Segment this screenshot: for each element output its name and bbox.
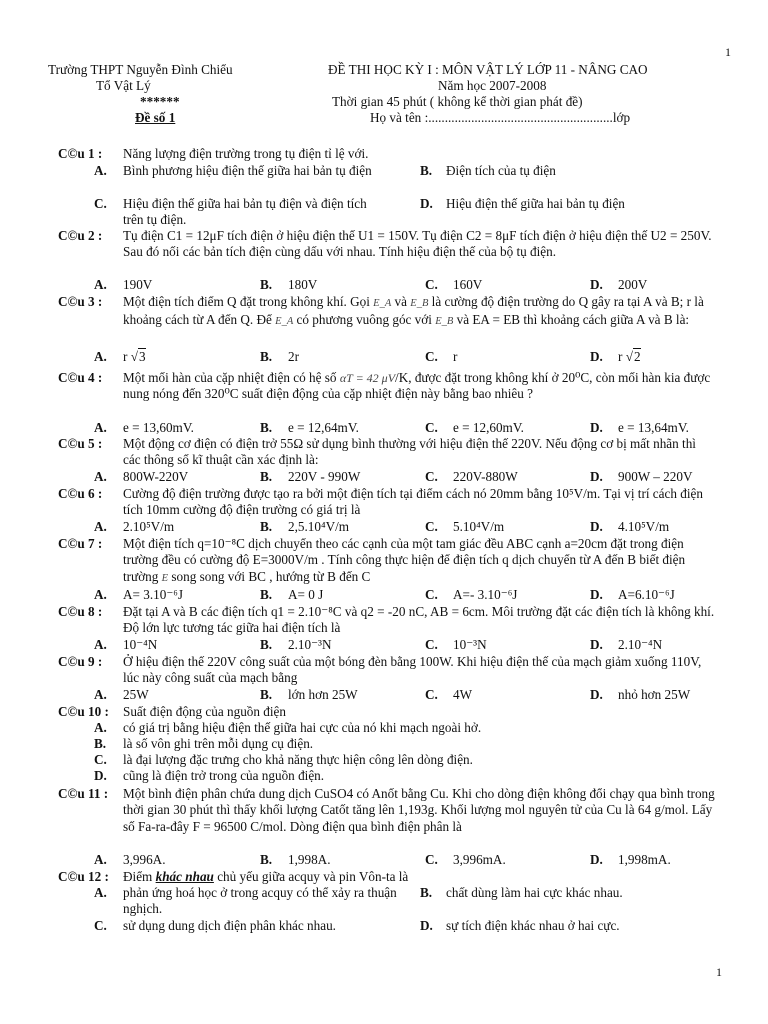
option-letter[interactable]: C. bbox=[425, 637, 438, 652]
option-c[interactable]: 3,996mA. bbox=[453, 852, 506, 867]
question-text: Tụ điện C1 = 12μF tích điện ở hiệu điện thế U1 = 150V. Tụ điện C2 = 8μF tích điện ở hiệu điện thế U2 = 250V. Sau đó nối các bản tích điện cùng dấu với nhau. Tính hiệu điện thế của bộ tụ điện. bbox=[123, 228, 712, 260]
option-a[interactable]: phản ứng hoá học ở trong acquy có thể xảy ra thuận nghịch. bbox=[123, 885, 397, 917]
option-letter[interactable]: C. bbox=[425, 852, 438, 867]
question-2 bbox=[0, 228, 768, 294]
vector-e-symbol: E bbox=[161, 572, 169, 584]
header-stars: ****** bbox=[140, 94, 180, 109]
question-8 bbox=[0, 604, 768, 654]
option-letter[interactable]: A. bbox=[94, 852, 107, 867]
question-list bbox=[0, 146, 768, 939]
option-letter[interactable]: D. bbox=[590, 349, 603, 364]
option-letter[interactable]: C. bbox=[425, 469, 438, 484]
option-b[interactable]: 2,5.10⁴V/m bbox=[288, 519, 350, 534]
option-a[interactable]: 3,996A. bbox=[123, 852, 166, 867]
option-a[interactable]: Bình phương hiệu điện thế giữa hai bản tụ điện bbox=[123, 163, 372, 178]
option-letter[interactable]: C. bbox=[425, 587, 438, 602]
question-6 bbox=[0, 486, 768, 536]
question-text: Một động cơ điện có điện trở 55Ω sử dụng bình thường với hiệu điện thế 220V. Nếu động cơ bị mất nhãn thì các thông số kĩ thuật cần xác định là: bbox=[123, 436, 696, 468]
question-label: C©u 11 : bbox=[58, 786, 109, 801]
option-b[interactable]: 1,998A. bbox=[288, 852, 331, 867]
option-letter[interactable]: D. bbox=[590, 637, 603, 652]
option-letter[interactable]: A. bbox=[94, 885, 107, 900]
exam-title: ĐỀ THI HỌC KỲ I : MÔN VẬT LÝ LỚP 11 - NÂNG CAO bbox=[328, 62, 648, 77]
exam-code: Đề số 1 bbox=[135, 110, 176, 125]
option-a[interactable]: 800W-220V bbox=[123, 469, 189, 484]
question-label: C©u 10 : bbox=[58, 704, 109, 719]
option-letter[interactable]: B. bbox=[260, 469, 273, 484]
option-b[interactable]: là số vôn ghi trên mỗi dụng cụ điện. bbox=[123, 736, 314, 751]
option-d[interactable]: r √2 bbox=[618, 349, 641, 364]
question-text: Một mối hàn của cặp nhiệt điện có hệ số αT = 42 μV/K, được đặt trong không khí ở 20⁰C, còn mối hàn kia được nung nóng đến 320⁰C suất điện động của cặp nhiệt điện này bằng bao nhiêu ? bbox=[123, 370, 711, 402]
option-c[interactable]: 160V bbox=[453, 277, 483, 292]
option-d[interactable]: A=6.10⁻⁶J bbox=[618, 587, 675, 602]
option-letter[interactable]: C. bbox=[94, 752, 107, 767]
question-text: Ở hiệu điện thế 220V công suất của một bóng đèn bằng 100W. Khi hiệu điện thế của mạch giảm xuống 110V, lúc này công suất của mạch bằng bbox=[123, 654, 702, 686]
vector-ea-symbol: E_A bbox=[373, 298, 392, 309]
question-label: C©u 2 : bbox=[58, 228, 103, 243]
question-label: C©u 4 : bbox=[58, 370, 103, 385]
department-name: Tổ Vật Lý bbox=[96, 78, 151, 93]
option-letter[interactable]: D. bbox=[590, 469, 603, 484]
option-d[interactable]: nhỏ hơn 25W bbox=[618, 687, 691, 702]
option-letter[interactable]: B. bbox=[260, 687, 273, 702]
option-letter[interactable]: D. bbox=[590, 277, 603, 292]
question-9 bbox=[0, 654, 768, 704]
question-label: C©u 3 : bbox=[58, 294, 103, 309]
question-text: Cường độ điện trường được tạo ra bởi một điện tích tại điểm cách nó 20mm bằng 10⁵V/m. Tại vị trí cách điện tích 10mm cường độ điện trường có giá trị là bbox=[123, 486, 703, 518]
option-letter[interactable]: A. bbox=[94, 720, 107, 735]
option-c[interactable]: 10⁻³N bbox=[453, 637, 487, 652]
question-3 bbox=[0, 294, 768, 370]
option-b[interactable]: e = 12,64mV. bbox=[288, 420, 359, 435]
option-c[interactable]: e = 12,60mV. bbox=[453, 420, 524, 435]
option-b[interactable]: A= 0 J bbox=[288, 587, 324, 602]
question-4 bbox=[0, 370, 768, 436]
option-letter[interactable]: D. bbox=[420, 196, 433, 211]
option-letter[interactable]: C. bbox=[425, 349, 438, 364]
option-letter[interactable]: A. bbox=[94, 277, 107, 292]
option-letter[interactable]: C. bbox=[94, 196, 107, 211]
option-letter[interactable]: D. bbox=[590, 519, 603, 534]
page-number-bottom: 1 bbox=[716, 965, 722, 979]
option-a[interactable]: 2.10⁵V/m bbox=[123, 519, 175, 534]
option-letter[interactable]: D. bbox=[590, 420, 603, 435]
option-c[interactable]: A=- 3.10⁻⁶J bbox=[453, 587, 518, 602]
question-label: C©u 6 : bbox=[58, 486, 103, 501]
question-10 bbox=[0, 704, 768, 786]
option-a[interactable]: 190V bbox=[123, 277, 153, 292]
exam-duration: Thời gian 45 phút ( không kể thời gian phát đề) bbox=[332, 94, 583, 109]
option-b[interactable]: 220V - 990W bbox=[288, 469, 361, 484]
question-text: Năng lượng điện trường trong tụ điện tỉ lệ với. bbox=[123, 146, 369, 161]
option-letter[interactable]: D. bbox=[94, 768, 107, 783]
option-a[interactable]: e = 13,60mV. bbox=[123, 420, 194, 435]
option-d[interactable]: 1,998mA. bbox=[618, 852, 671, 867]
option-letter[interactable]: A. bbox=[94, 587, 107, 602]
question-text: Một điện tích điểm Q đặt trong không khí. Gọi E_A và E_B là cường độ điện trường do Q gây ra tại A và B; r là khoảng cách từ A đến Q. Để E_A có phương vuông góc với E_B và EA = EB thì khoảng cách giữa A và B là: bbox=[123, 294, 704, 328]
option-letter[interactable]: B. bbox=[420, 163, 433, 178]
question-label: C©u 8 : bbox=[58, 604, 103, 619]
question-7 bbox=[0, 536, 768, 604]
question-text: Điểm khác nhau chủ yếu giữa acquy và pin Vôn-ta là bbox=[123, 869, 409, 884]
question-label: C©u 1 : bbox=[58, 146, 103, 161]
option-b[interactable]: chất dùng làm hai cực khác nhau. bbox=[446, 885, 623, 900]
question-1 bbox=[0, 146, 768, 228]
question-label: C©u 5 : bbox=[58, 436, 103, 451]
option-a[interactable]: có giá trị bằng hiệu điện thế giữa hai cực của nó khi mạch ngoài hở. bbox=[123, 720, 482, 735]
option-letter[interactable]: A. bbox=[94, 687, 107, 702]
option-letter[interactable]: B. bbox=[260, 519, 273, 534]
question-text: Đặt tại A và B các điện tích q1 = 2.10⁻⁸C và q2 = -20 nC, AB = 6cm. Môi trường đặt các điện tích là không khí. Độ lớn lực tương tác giữa hai điện tích là bbox=[123, 604, 715, 636]
option-a[interactable]: 25W bbox=[123, 687, 149, 702]
option-letter[interactable]: C. bbox=[425, 420, 438, 435]
option-letter[interactable]: C. bbox=[425, 519, 438, 534]
question-12 bbox=[0, 869, 768, 939]
option-letter[interactable]: B. bbox=[420, 885, 433, 900]
option-b[interactable]: Điện tích của tụ điện bbox=[446, 163, 556, 178]
option-c[interactable]: 220V-880W bbox=[453, 469, 518, 484]
option-letter[interactable]: A. bbox=[94, 349, 107, 364]
option-c[interactable]: Hiệu điện thế giữa hai bản tụ điện và điện tích trên tụ điện. bbox=[123, 196, 367, 228]
vector-ea-symbol: E_A bbox=[275, 316, 294, 328]
question-text: Một bình điện phân chứa dung dịch CuSO4 có Anốt bằng Cu. Khi cho dòng điện không đổi chạy qua bình trong thời gian 30 phút thì thấy khối lượng Catốt tăng lên 1,193g. Khối lượng mol nguyên tử của Cu là 64 g/mol. Lấy số Fa-ra-đây F = 96500 C/mol. Dòng điện qua bình điện phân là bbox=[123, 786, 715, 834]
option-letter[interactable]: A. bbox=[94, 163, 107, 178]
option-letter[interactable]: B. bbox=[260, 587, 273, 602]
option-letter[interactable]: B. bbox=[260, 277, 273, 292]
option-letter[interactable]: B. bbox=[94, 736, 107, 751]
option-d[interactable]: Hiệu điện thế giữa hai bản tụ điện bbox=[446, 196, 625, 211]
option-b[interactable]: 2r bbox=[288, 349, 299, 364]
option-d[interactable]: 900W – 220V bbox=[618, 469, 693, 484]
option-c[interactable]: r bbox=[453, 349, 458, 364]
option-letter[interactable]: C. bbox=[425, 277, 438, 292]
option-c[interactable]: 4W bbox=[453, 687, 473, 702]
option-c[interactable]: 5.10⁴V/m bbox=[453, 519, 505, 534]
student-name-field: Họ và tên :........................................................lớp bbox=[370, 110, 631, 125]
option-d[interactable]: sự tích điện khác nhau ở hai cực. bbox=[446, 918, 620, 933]
school-name: Trường THPT Nguyễn Đình Chiểu bbox=[48, 62, 233, 77]
option-letter[interactable]: B. bbox=[260, 349, 273, 364]
option-letter[interactable]: B. bbox=[260, 420, 273, 435]
option-letter[interactable]: A. bbox=[94, 519, 107, 534]
option-d[interactable]: e = 13,64mV. bbox=[618, 420, 689, 435]
option-letter[interactable]: D. bbox=[590, 687, 603, 702]
question-label: C©u 9 : bbox=[58, 654, 103, 669]
question-5 bbox=[0, 436, 768, 486]
option-letter[interactable]: C. bbox=[425, 687, 438, 702]
vector-eb-symbol: E_B bbox=[435, 316, 454, 328]
option-a[interactable]: 10⁻⁴N bbox=[123, 637, 158, 652]
question-label: C©u 12 : bbox=[58, 869, 109, 884]
vector-eb-symbol: E_B bbox=[410, 298, 429, 309]
alpha-coefficient-symbol: αT = 42 μV bbox=[339, 371, 396, 385]
question-label: C©u 7 : bbox=[58, 536, 103, 551]
option-letter[interactable]: A. bbox=[94, 420, 107, 435]
option-d[interactable]: 200V bbox=[618, 277, 648, 292]
option-b[interactable]: 2.10⁻³N bbox=[288, 637, 332, 652]
option-b[interactable]: 180V bbox=[288, 277, 318, 292]
option-a[interactable]: r √3 bbox=[123, 349, 146, 364]
option-c[interactable]: là đại lượng đặc trưng cho khả năng thực hiện công lên dòng điện. bbox=[123, 752, 473, 767]
school-year: Năm học 2007-2008 bbox=[438, 78, 547, 93]
option-d[interactable]: 2.10⁻⁴N bbox=[618, 637, 663, 652]
question-text: Suất điện động của nguồn điện bbox=[123, 704, 286, 719]
option-a[interactable]: A= 3.10⁻⁶J bbox=[123, 587, 184, 602]
option-letter[interactable]: D. bbox=[420, 918, 433, 933]
option-b[interactable]: lớn hơn 25W bbox=[288, 687, 358, 702]
option-letter[interactable]: B. bbox=[260, 637, 273, 652]
question-text: Một điện tích q=10⁻⁸C dịch chuyển theo các cạnh của một tam giác đều ABC cạnh a=20cm đặt trong điện trường đều có cường độ E=3000V/m . Tính công thực hiện để điện tích q dịch chuyển từ A đến B biết điện trường E song song với BC , hướng từ B đến C bbox=[123, 536, 686, 584]
option-letter[interactable]: B. bbox=[260, 852, 273, 867]
emphasis-text: khác nhau bbox=[155, 869, 214, 884]
page-number-top: 1 bbox=[725, 45, 731, 59]
option-d[interactable]: cũng là điện trở trong của nguồn điện. bbox=[123, 768, 325, 783]
option-d[interactable]: 4.10⁵V/m bbox=[618, 519, 670, 534]
option-letter[interactable]: D. bbox=[590, 587, 603, 602]
option-letter[interactable]: C. bbox=[94, 918, 107, 933]
option-letter[interactable]: A. bbox=[94, 469, 107, 484]
option-letter[interactable]: A. bbox=[94, 637, 107, 652]
question-11 bbox=[0, 786, 768, 869]
option-c[interactable]: sử dụng dung dịch điện phân khác nhau. bbox=[123, 918, 336, 933]
option-letter[interactable]: D. bbox=[590, 852, 603, 867]
